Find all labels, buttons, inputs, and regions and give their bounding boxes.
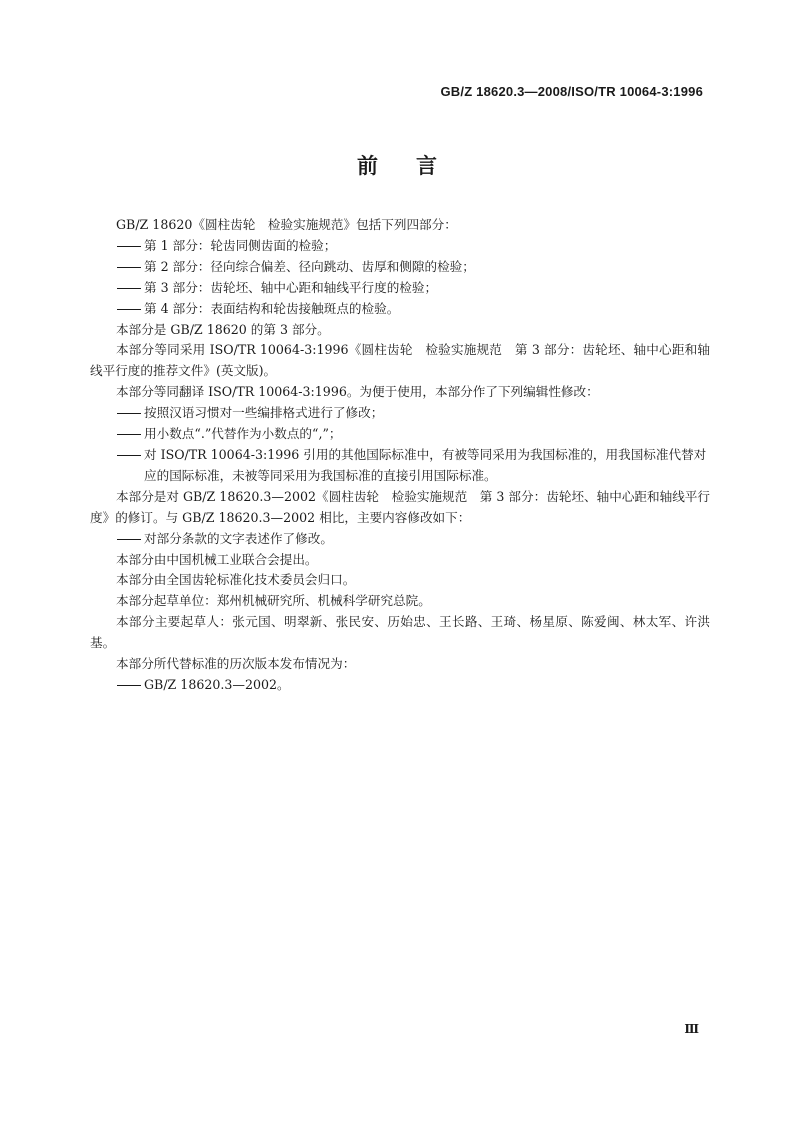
drafters-paragraph: 本部分主要起草人：张元国、明翠新、张民安、历始忠、王长路、王琦、杨星原、陈爱闽、林太军、许洪基。 (90, 614, 710, 651)
equivalent-paragraph: 本部分等同采用 ISO/TR 10064-3:1996《圆柱齿轮 检验实施规范 第 3 部分：齿轮坯、轴中心距和轴线平行度的推荐文件》(英文版)。 (90, 342, 710, 379)
centralized-paragraph: 本部分由全国齿轮标准化技术委员会归口。 (116, 572, 356, 588)
dash-mark (116, 236, 144, 257)
this-part-paragraph: 本部分是 GB/Z 18620 的第 3 部分。 (116, 321, 330, 337)
list-item-history-1 (90, 675, 710, 696)
revision-paragraph: 本部分是对 GB/Z 18620.3—2002《圆柱齿轮 检验实施规范 第 3 部分：齿轮坯、轴中心距和轴线平行度》的修订。与 GB/Z 18620.3—2002 相比，主要内容修改如下： (90, 488, 710, 525)
list-item-edit-1 (90, 403, 710, 424)
list-item-text: 第 3 部分：齿轮坯、轴中心距和轴线平行度的检验； (144, 279, 438, 295)
standard-code: GB/Z 18620.3—2008/ISO/TR 10064-3:1996 (440, 84, 703, 99)
dash-mark (116, 529, 144, 550)
list-item-text: 第 1 部分：轮齿同侧齿面的检验； (144, 237, 337, 253)
list-item-part-4 (90, 299, 710, 320)
drafting-units-paragraph: 本部分起草单位：郑州机械研究所、机械科学研究总院。 (116, 593, 431, 609)
dash-mark (116, 257, 144, 278)
list-item-text: 第 4 部分：表面结构和轮齿接触斑点的检验。 (144, 300, 400, 316)
list-item-text: 对部分条款的文字表述作了修改。 (144, 530, 333, 546)
proposer-paragraph: 本部分由中国机械工业联合会提出。 (116, 551, 318, 567)
list-item-text: 用小数点“.”代替作为小数点的“,”； (144, 426, 342, 442)
dash-mark (116, 278, 144, 299)
dash-mark (116, 675, 144, 696)
foreword-body (90, 215, 710, 696)
list-item-part-2 (90, 257, 710, 278)
dash-mark (116, 445, 144, 466)
list-item-edit-2 (90, 424, 710, 445)
translation-paragraph: 本部分等同翻译 ISO/TR 10064-3:1996。为便于使用，本部分作了下列编辑性修改： (116, 384, 599, 400)
list-item-text: 第 2 部分：径向综合偏差、径向跳动、齿厚和侧隙的检验； (144, 258, 475, 274)
list-item-text: 按照汉语习惯对一些编排格式进行了修改； (144, 405, 384, 421)
dash-mark (116, 424, 144, 445)
intro-paragraph: GB/Z 18620《圆柱齿轮 检验实施规范》包括下列四部分： (116, 217, 457, 232)
page-number: Ⅲ (684, 1022, 698, 1036)
dash-mark (116, 299, 144, 320)
dash-mark (116, 403, 144, 424)
list-item-edit-3 (90, 445, 710, 487)
list-item-text: 对 ISO/TR 10064-3:1996 引用的其他国际标准中，有被等同采用为我国标准的，用我国标准代替对应的国际标准，未被等同采用为我国标准的直接引用国际标准。 (144, 446, 707, 483)
list-item-part-3 (90, 278, 710, 299)
list-item-change-1 (90, 529, 710, 550)
list-item-part-1 (90, 236, 710, 257)
list-item-text: GB/Z 18620.3—2002。 (144, 676, 290, 692)
history-intro-paragraph: 本部分所代替标准的历次版本发布情况为： (116, 656, 356, 672)
page-title: 前言 (357, 154, 475, 178)
